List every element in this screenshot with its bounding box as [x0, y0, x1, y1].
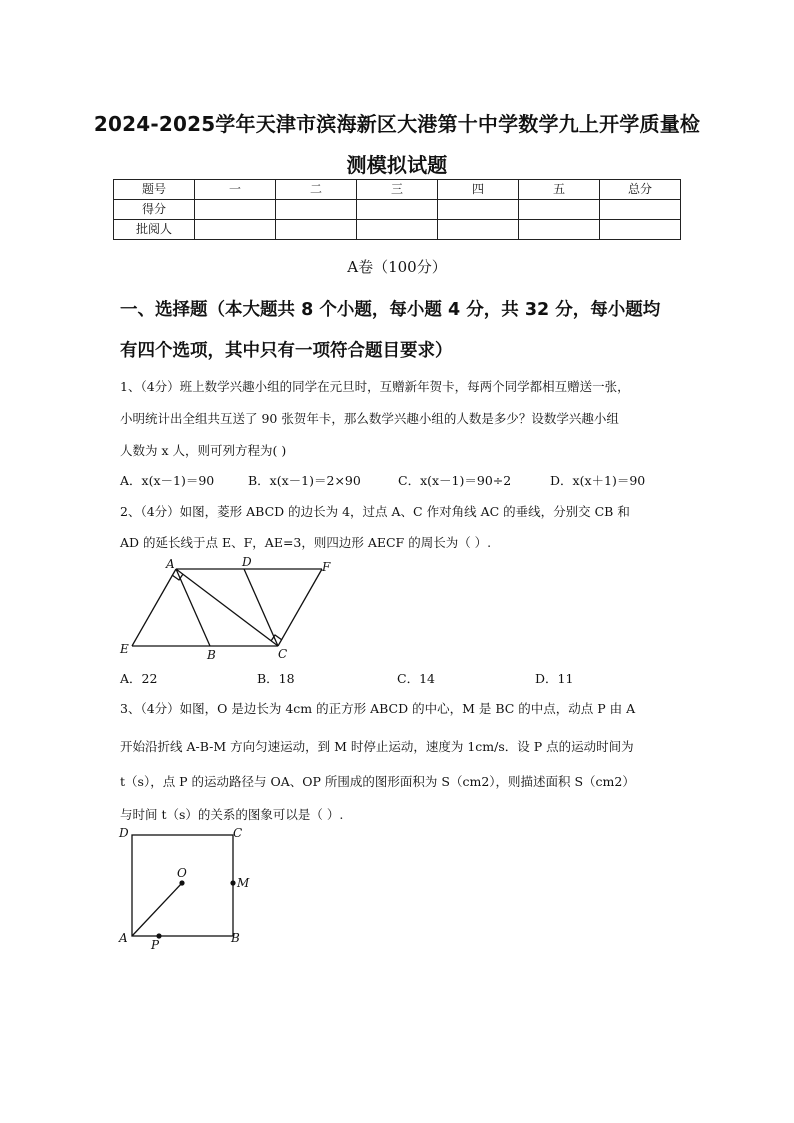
- q2-option-d[interactable]: D．11: [535, 671, 574, 686]
- figure-label: D: [119, 826, 129, 840]
- rhombus-figure: [110, 555, 340, 665]
- q3-text-line: 3、（4分）如图，O 是边长为 4cm 的正方形 ABCD 的中心，M 是 BC 的中点，动点 P 由 A: [120, 701, 636, 716]
- score-table-header-row: [114, 180, 681, 200]
- figure-label: A: [119, 931, 128, 945]
- figure-segment-dc: [244, 569, 278, 646]
- score-cell[interactable]: [357, 200, 438, 220]
- q1-text-line: 人数为 x 人，则可列方程为( ): [120, 443, 287, 458]
- exam-title-line2: 测模拟试题: [346, 153, 448, 177]
- reviewer-cell[interactable]: [519, 220, 600, 240]
- score-header-cell: 二: [276, 180, 357, 200]
- section1-heading-line1: 一、选择题（本大题共 8 个小题，每小题 4 分，共 32 分，每小题均: [120, 300, 661, 320]
- figure-segment-ea: [132, 569, 176, 646]
- score-header-cell: 四: [438, 180, 519, 200]
- right-angle-mark-c: [271, 635, 282, 641]
- reviewer-row-label: 批阅人: [114, 220, 195, 240]
- score-cell[interactable]: [600, 200, 681, 220]
- figure-diagonal-ac: [176, 569, 278, 646]
- score-header-cell: 一: [195, 180, 276, 200]
- score-header-cell: 总分: [600, 180, 681, 200]
- right-angle-mark-a: [172, 574, 183, 580]
- score-cell[interactable]: [276, 200, 357, 220]
- score-cell[interactable]: [519, 200, 600, 220]
- q1-option-b[interactable]: B．x(x－1)＝2×90: [248, 473, 361, 488]
- reviewer-cell[interactable]: [600, 220, 681, 240]
- q2-option-c[interactable]: C．14: [397, 671, 435, 686]
- figure-segment-cf: [278, 569, 322, 646]
- figure-label: A: [166, 557, 175, 571]
- q2-text-line: 2、（4分）如图，菱形 ABCD 的边长为 4，过点 A、C 作对角线 AC 的垂线，分别交 CB 和: [120, 504, 630, 519]
- figure-label: M: [237, 876, 250, 890]
- section1-heading-line2: 有四个选项，其中只有一项符合题目要求）: [120, 341, 453, 361]
- q1-text-line: 小明统计出全组共互送了 90 张贺年卡，那么数学兴趣小组的人数是多少？设数学兴趣小组: [120, 411, 619, 426]
- figure-label: P: [151, 938, 160, 952]
- score-header-cell: 题号: [114, 180, 195, 200]
- q1-option-a[interactable]: A．x(x－1)＝90: [120, 473, 215, 488]
- reviewer-row: [114, 220, 681, 240]
- score-table: [113, 179, 681, 240]
- figure-label: F: [322, 560, 331, 574]
- q1-option-d[interactable]: D．x(x＋1)＝90: [550, 473, 646, 488]
- reviewer-cell[interactable]: [276, 220, 357, 240]
- figure-segment-ab: [176, 569, 210, 646]
- figure-label: D: [242, 555, 252, 569]
- score-header-cell: 五: [519, 180, 600, 200]
- segment-oa: [132, 883, 182, 936]
- figure-label: E: [120, 642, 129, 656]
- score-header-cell: 三: [357, 180, 438, 200]
- exam-title-line1: 2024-2025学年天津市滨海新区大港第十中学数学九上开学质量检: [93, 112, 701, 136]
- reviewer-cell[interactable]: [195, 220, 276, 240]
- score-cell[interactable]: [438, 200, 519, 220]
- q1-text-line: 1、（4分）班上数学兴趣小组的同学在元旦时，互赠新年贺卡，每两个同学都相互赠送一张，: [120, 379, 630, 394]
- reviewer-cell[interactable]: [357, 220, 438, 240]
- q1-option-c[interactable]: C．x(x－1)＝90÷2: [398, 473, 512, 488]
- figure-label: B: [231, 931, 240, 945]
- q2-option-a[interactable]: A．22: [120, 671, 158, 686]
- q3-text-line: t（s），点 P 的运动路径与 OA、OP 所围成的图形面积为 S（cm2），则描述面积 S（cm2）: [120, 774, 635, 789]
- reviewer-cell[interactable]: [438, 220, 519, 240]
- score-cell[interactable]: [195, 200, 276, 220]
- figure-label: O: [177, 866, 187, 880]
- q3-text-line: 开始沿折线 A-B-M 方向匀速运动，到 M 时停止运动，速度为 1cm/s．设 P 点的运动时间为: [120, 739, 634, 754]
- point-m: [230, 880, 235, 885]
- score-row-label: 得分: [114, 200, 195, 220]
- section-a-title: A卷（100分）: [347, 258, 447, 276]
- figure-label: C: [233, 826, 243, 840]
- q2-option-b[interactable]: B．18: [257, 671, 295, 686]
- figure-label: B: [207, 648, 216, 662]
- point-o: [179, 880, 184, 885]
- square-figure: [115, 825, 255, 955]
- q3-text-line: 与时间 t（s）的关系的图象可以是（ ）.: [120, 807, 344, 822]
- q2-text-line: AD 的延长线于点 E、F，AE=3，则四边形 AECF 的周长为（ ）.: [120, 535, 492, 550]
- score-row: [114, 200, 681, 220]
- figure-label: C: [278, 647, 288, 661]
